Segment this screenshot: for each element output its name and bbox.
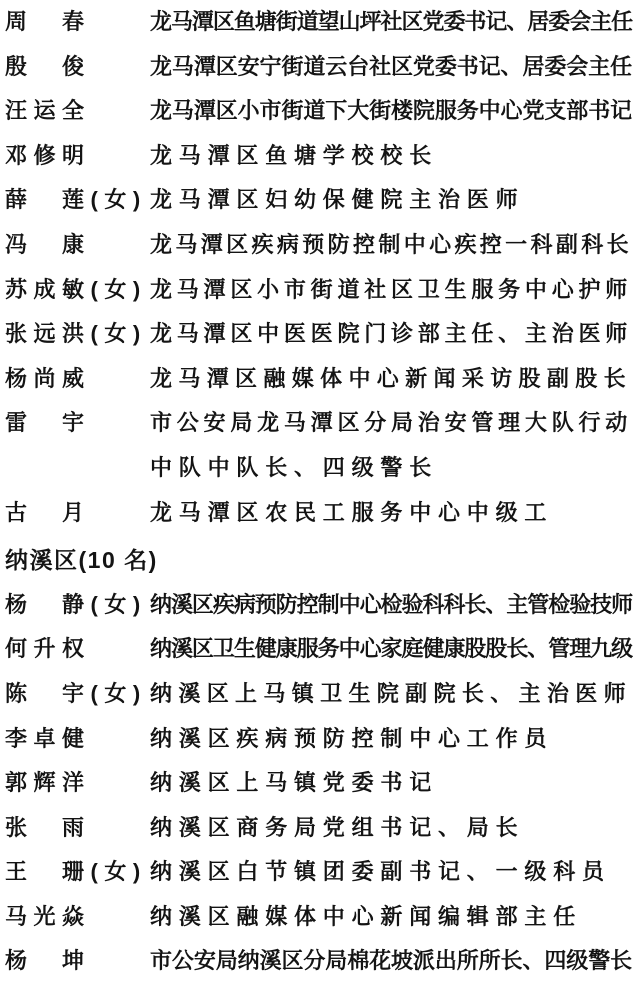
entry-title-line: 纳溪区商务局党组书记、局长 bbox=[150, 814, 525, 840]
entry-row bbox=[5, 268, 640, 313]
entry-title bbox=[150, 806, 636, 851]
entry-name: 王 珊(女) bbox=[5, 859, 147, 885]
entry-row bbox=[5, 134, 640, 179]
entry-title bbox=[150, 89, 636, 134]
name-list bbox=[5, 0, 640, 984]
entry-title-line: 市公安局纳溪区分局棉花坡派出所所长、四级警长 bbox=[150, 948, 633, 974]
entry-row bbox=[5, 939, 640, 984]
entry-title bbox=[150, 939, 636, 984]
entry-row bbox=[5, 491, 640, 536]
entry-title-line: 纳溪区上马镇卫生院副院长、主治医师 bbox=[150, 680, 632, 706]
entry-row bbox=[5, 0, 640, 45]
section-header: 纳溪区(10 名) bbox=[5, 547, 158, 574]
entry-row bbox=[5, 583, 640, 628]
entry-title-line: 龙马潭区鱼塘街道望山坪社区党委书记、居委会主任 bbox=[150, 9, 633, 34]
entry-title-line: 龙马潭区鱼塘学校校长 bbox=[150, 142, 439, 168]
entry-name: 雷 宇 bbox=[5, 410, 91, 436]
entry-name: 张远洪(女) bbox=[5, 321, 147, 347]
entry-name: 张 雨 bbox=[5, 814, 91, 840]
entry-title-line: 纳溪区融媒体中心新闻编辑部主任 bbox=[150, 903, 583, 929]
entry-title-line: 龙马潭区中医医院门诊部主任、主治医师 bbox=[150, 321, 633, 347]
entry-title-line: 纳溪区疾病预防控制中心工作员 bbox=[150, 725, 554, 751]
entry-title bbox=[150, 761, 636, 806]
entry-title bbox=[150, 312, 636, 357]
entry-title-line: 龙马潭区小市街道社区卫生服务中心护师 bbox=[150, 276, 633, 302]
entry-name: 苏成敏(女) bbox=[5, 276, 147, 302]
entry-name: 汪运全 bbox=[5, 98, 91, 124]
entry-title-line: 龙马潭区小市街道下大街楼院服务中心党支部书记 bbox=[150, 98, 633, 124]
entry-row bbox=[5, 178, 640, 223]
entry-name: 古 月 bbox=[5, 499, 91, 525]
entry-title bbox=[150, 45, 636, 90]
entry-title bbox=[150, 627, 636, 672]
entry-row bbox=[5, 806, 640, 851]
entry-title-line: 市公安局龙马潭区分局治安管理大队行动 bbox=[150, 410, 633, 436]
entry-name: 杨 静(女) bbox=[5, 591, 147, 617]
entry-name: 殷 俊 bbox=[5, 53, 91, 79]
entry-title bbox=[150, 134, 636, 179]
entry-name: 薛 莲(女) bbox=[5, 187, 147, 213]
entry-row bbox=[5, 761, 640, 806]
entry-title bbox=[150, 895, 636, 940]
entry-row bbox=[5, 45, 640, 90]
entry-row bbox=[5, 401, 640, 490]
entry-row bbox=[5, 672, 640, 717]
entry-title-line: 龙马潭区安宁街道云台社区党委书记、居委会主任 bbox=[150, 53, 633, 79]
entry-name: 周 春 bbox=[5, 9, 91, 34]
entry-title bbox=[150, 850, 636, 895]
entry-title bbox=[150, 717, 636, 762]
entry-name: 郭辉洋 bbox=[5, 770, 91, 796]
entry-name: 邓修明 bbox=[5, 142, 91, 168]
entry-title-line: 纳溪区白节镇团委副书记、一级科员 bbox=[150, 859, 611, 885]
entry-name: 杨 坤 bbox=[5, 948, 91, 974]
entry-name: 冯 康 bbox=[5, 231, 91, 257]
entry-title-line: 纳溪区卫生健康服务中心家庭健康股股长、管理九级 bbox=[150, 636, 633, 662]
entry-row bbox=[5, 895, 640, 940]
entry-title-line: 纳溪区上马镇党委书记 bbox=[150, 770, 439, 796]
entry-title bbox=[150, 491, 636, 536]
entry-title bbox=[150, 178, 636, 223]
entry-title-line: 龙马潭区农民工服务中心中级工 bbox=[150, 499, 554, 525]
entry-name: 马光焱 bbox=[5, 903, 91, 929]
entry-row bbox=[5, 223, 640, 268]
entry-row bbox=[5, 312, 640, 357]
entry-title-line: 龙马潭区疾病预防控制中心疾控一科副科长 bbox=[150, 231, 633, 257]
entry-title-line: 龙马潭区融媒体中心新闻采访股副股长 bbox=[150, 365, 632, 391]
entry-name: 李卓健 bbox=[5, 725, 91, 751]
entry-title bbox=[150, 0, 636, 45]
entry-title bbox=[150, 223, 636, 268]
entry-row bbox=[5, 89, 640, 134]
entry-row bbox=[5, 717, 640, 762]
entry-row bbox=[5, 357, 640, 402]
entry-title bbox=[150, 268, 636, 313]
entry-row bbox=[5, 627, 640, 672]
entry-title-line: 纳溪区疾病预防控制中心检验科科长、主管检验技师 bbox=[150, 591, 633, 617]
entry-row bbox=[5, 850, 640, 895]
entry-name: 陈 宇(女) bbox=[5, 680, 147, 706]
entry-title-line: 中队中队长、四级警长 bbox=[150, 454, 439, 480]
entry-name: 何升权 bbox=[5, 636, 91, 662]
entry-title bbox=[150, 583, 636, 628]
entry-title bbox=[150, 357, 636, 402]
entry-title-line: 龙马潭区妇幼保健院主治医师 bbox=[150, 187, 525, 213]
entry-title bbox=[150, 401, 636, 490]
entry-name: 杨尚威 bbox=[5, 365, 91, 391]
entry-title bbox=[150, 672, 636, 717]
